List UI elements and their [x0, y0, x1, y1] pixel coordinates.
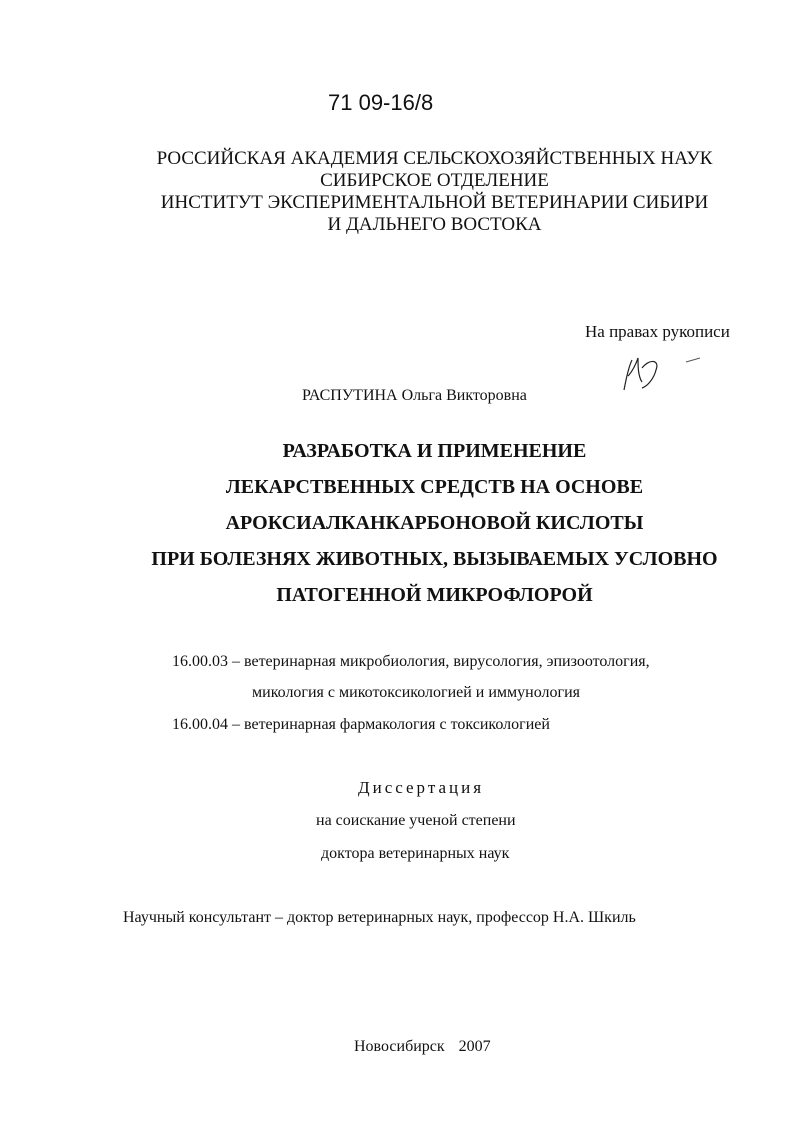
- specialty-2: 16.00.04 – ветеринарная фармакология с токсикологией: [172, 716, 550, 733]
- title-line: ПАТОГЕННОЙ МИКРОФЛОРОЙ: [276, 584, 593, 606]
- specialty-1-line-2: микология с микотоксикологией и иммунология: [252, 684, 580, 701]
- degree-line-2: доктора ветеринарных наук: [321, 845, 510, 862]
- scientific-consultant: Научный консультант – доктор ветеринарных наук, профессор Н.А. Шкиль: [123, 909, 636, 926]
- title-line: РАЗРАБОТКА И ПРИМЕНЕНИЕ: [282, 440, 587, 462]
- specialty-1-line-1: 16.00.03 – ветеринарная микробиология, вирусология, эпизоотология,: [172, 653, 650, 670]
- organization-line-3: ИНСТИТУТ ЭКСПЕРИМЕНТАЛЬНОЙ ВЕТЕРИНАРИИ СИБИРИ: [160, 192, 709, 213]
- dissertation-title: [0, 433, 793, 613]
- dissertation-label: Диссертация: [358, 778, 485, 797]
- signature-icon: [616, 352, 706, 397]
- organization-header: [0, 148, 793, 236]
- title-line: ЛЕКАРСТВЕННЫХ СРЕДСТВ НА ОСНОВЕ: [225, 476, 644, 498]
- organization-line-4: И ДАЛЬНЕГО ВОСТОКА: [327, 214, 542, 235]
- organization-line-1: РОССИЙСКАЯ АКАДЕМИЯ СЕЛЬСКОХОЗЯЙСТВЕННЫХ НАУК: [156, 148, 713, 169]
- year: 2007: [458, 1038, 491, 1055]
- city: Новосибирск: [354, 1038, 445, 1055]
- catalog-code: 71 09-16/8: [328, 90, 434, 115]
- manuscript-note: На правах рукописи: [585, 322, 730, 341]
- author-name: РАСПУТИНА Ольга Викторовна: [302, 387, 527, 404]
- title-line: АРОКСИАЛКАНКАРБОНОВОЙ КИСЛОТЫ: [225, 512, 644, 534]
- organization-line-2: СИБИРСКОЕ ОТДЕЛЕНИЕ: [320, 170, 549, 191]
- title-line: ПРИ БОЛЕЗНЯХ ЖИВОТНЫХ, ВЫЗЫВАЕМЫХ УСЛОВНО: [151, 548, 718, 570]
- degree-line-1: на соискание ученой степени: [316, 812, 516, 829]
- city-year: [354, 1038, 491, 1056]
